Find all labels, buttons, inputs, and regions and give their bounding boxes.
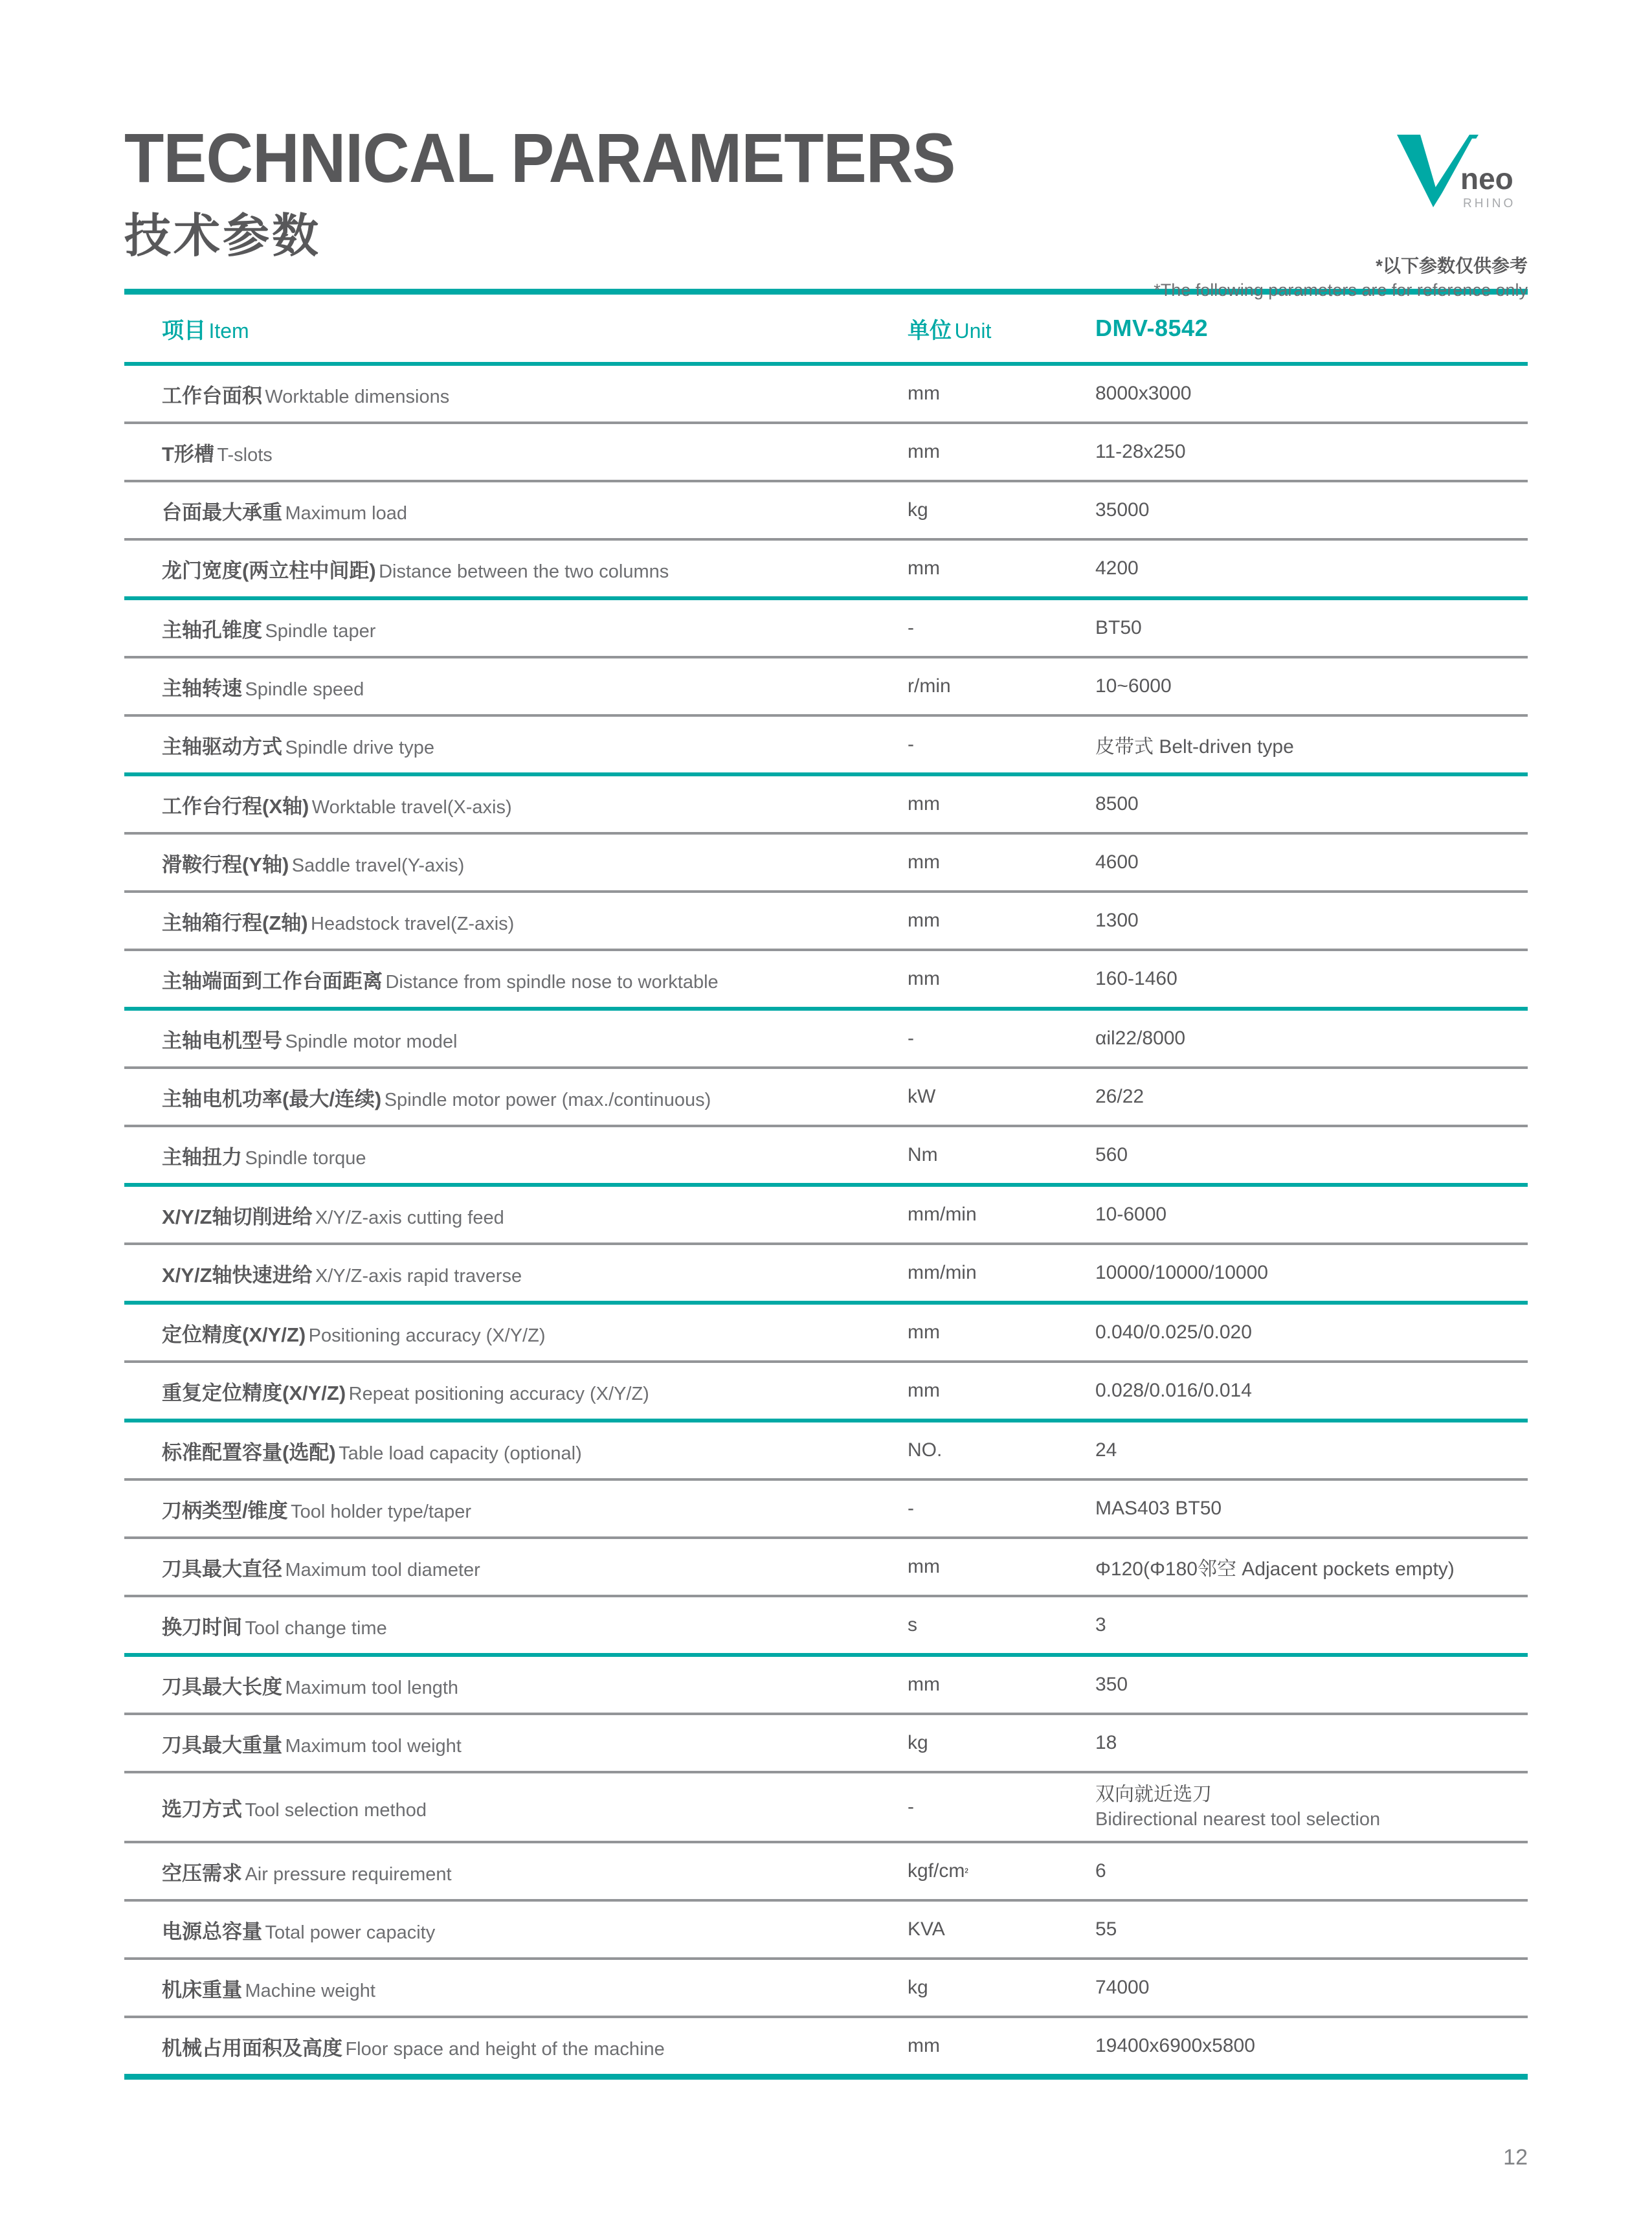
item-english: Tool selection method <box>245 1799 427 1821</box>
item-english: Worktable dimensions <box>265 386 450 407</box>
cell-unit <box>908 1977 1095 1999</box>
table-row <box>124 776 1528 832</box>
reference-note-english: *The following parameters are for reference only <box>1154 280 1528 300</box>
table-row <box>124 1843 1528 1899</box>
cell-unit <box>908 1498 1095 1520</box>
value-text: 10~6000 <box>1095 675 1172 697</box>
item-english: Maximum tool weight <box>285 1735 462 1757</box>
cell-unit <box>908 1262 1095 1284</box>
header-cell-item <box>124 313 908 344</box>
cell-value <box>1095 793 1528 815</box>
table-bottom-rule <box>124 2074 1528 2080</box>
item-chinese: T形槽 <box>162 442 214 466</box>
cell-item <box>124 672 908 701</box>
cell-value <box>1095 851 1528 873</box>
unit-value: mm <box>908 383 940 404</box>
table-row <box>124 1363 1528 1419</box>
cell-value <box>1095 910 1528 932</box>
table-row <box>124 1011 1528 1066</box>
table-row <box>124 1902 1528 1957</box>
value-text: 0.028/0.016/0.014 <box>1095 1380 1252 1401</box>
value-text: 8500 <box>1095 793 1139 815</box>
item-english: Worktable travel(X-axis) <box>311 796 512 818</box>
value-text: 26/22 <box>1095 1086 1144 1107</box>
item-chinese: 刀具最大重量 <box>162 1733 282 1757</box>
reference-note-chinese: *以下参数仅供参考 <box>1376 256 1528 276</box>
cell-unit <box>908 1732 1095 1754</box>
cell-value <box>1095 441 1528 463</box>
table-body <box>124 366 1528 2080</box>
unit-value: kgf/cm <box>908 1860 965 1882</box>
item-chinese: 换刀时间 <box>162 1615 242 1639</box>
item-english: Spindle drive type <box>285 737 434 758</box>
unit-value: - <box>908 617 914 638</box>
cell-unit <box>908 793 1095 815</box>
item-english: Saddle travel(Y-axis) <box>291 855 465 876</box>
table-row <box>124 2018 1528 2074</box>
cell-value <box>1095 1860 1528 1882</box>
unit-value: Nm <box>908 1144 938 1165</box>
item-english: Spindle speed <box>245 679 364 700</box>
table-row <box>124 835 1528 890</box>
cell-item <box>124 1915 908 1944</box>
cell-item <box>124 1024 908 1053</box>
cell-value <box>1095 1439 1528 1461</box>
item-chinese: 龙门宽度(两立柱中间距) <box>162 559 376 582</box>
header-unit-english: Unit <box>954 319 992 343</box>
header-item-english: Item <box>208 319 249 343</box>
item-english: X/Y/Z-axis rapid traverse <box>315 1265 522 1287</box>
cell-item <box>124 848 908 877</box>
unit-value: s <box>908 1614 917 1636</box>
unit-value: mm <box>908 1321 940 1343</box>
cell-item <box>124 379 908 409</box>
item-english: Machine weight <box>245 1980 375 2001</box>
table-row <box>124 600 1528 656</box>
value-text: 3 <box>1095 1614 1106 1636</box>
cell-item <box>124 790 908 819</box>
item-chinese: 刀具最大直径 <box>162 1557 282 1580</box>
cell-item <box>124 1141 908 1170</box>
value-text: 4600 <box>1095 851 1139 873</box>
table-row <box>124 1657 1528 1713</box>
value-text: BT50 <box>1095 617 1142 638</box>
page-title: TECHNICAL PARAMETERS <box>124 118 955 197</box>
cell-unit <box>908 1860 1095 1882</box>
item-english: Total power capacity <box>265 1922 436 1943</box>
unit-value: mm <box>908 1556 940 1577</box>
item-english: Floor space and height of the machine <box>345 2038 665 2060</box>
cell-unit <box>908 2035 1095 2057</box>
value-text: 24 <box>1095 1439 1117 1461</box>
cell-unit <box>908 383 1095 405</box>
header-item-chinese: 项目 <box>162 318 206 343</box>
unit-value: r/min <box>908 675 951 697</box>
cell-unit <box>908 499 1095 521</box>
cell-value <box>1095 1553 1528 1581</box>
value-text: 10000/10000/10000 <box>1095 1262 1268 1283</box>
unit-value: kg <box>908 499 928 521</box>
table-row <box>124 893 1528 949</box>
cell-unit <box>908 441 1095 463</box>
page-title-chinese: 技术参数 <box>124 210 322 262</box>
cell-item <box>124 1670 908 1700</box>
item-english: T-slots <box>217 444 273 466</box>
unit-value: - <box>908 734 914 755</box>
value-text: 35000 <box>1095 499 1150 521</box>
item-chinese: 定位精度(X/Y/Z) <box>162 1323 306 1346</box>
table-row <box>124 1481 1528 1536</box>
item-english: Tool holder type/taper <box>291 1501 471 1522</box>
table-row <box>124 1715 1528 1771</box>
cell-unit <box>908 968 1095 990</box>
cell-value <box>1095 1977 1528 1999</box>
unit-value: mm <box>908 1380 940 1401</box>
page-number: 12 <box>1503 2145 1528 2170</box>
cell-value <box>1095 1028 1528 1050</box>
cell-item <box>124 1729 908 1758</box>
item-chinese: 选刀方式 <box>162 1797 242 1821</box>
item-english: Spindle motor model <box>285 1031 458 1052</box>
unit-value: - <box>908 1498 914 1519</box>
cell-item <box>124 1436 908 1465</box>
cell-unit <box>908 851 1095 873</box>
cell-unit <box>908 1380 1095 1402</box>
item-english: Headstock travel(Z-axis) <box>311 913 515 934</box>
cell-item <box>124 1611 908 1640</box>
item-english: Maximum load <box>285 502 408 524</box>
item-chinese: 机械占用面积及高度 <box>162 2036 342 2060</box>
cell-unit <box>908 1439 1095 1461</box>
item-chinese: 主轴电机功率(最大/连续) <box>162 1087 382 1110</box>
unit-value: mm <box>908 851 940 873</box>
cell-item <box>124 1200 908 1230</box>
value-text: MAS403 BT50 <box>1095 1498 1222 1519</box>
page-header <box>124 0 1528 300</box>
cell-unit <box>908 1028 1095 1050</box>
unit-value: mm <box>908 1674 940 1695</box>
value-text: 560 <box>1095 1144 1128 1165</box>
cell-value <box>1095 1380 1528 1402</box>
logo-name: neo <box>1460 162 1513 196</box>
cell-item <box>124 906 908 936</box>
value-text: αil22/8000 <box>1095 1028 1186 1049</box>
value-text: 10-6000 <box>1095 1204 1167 1225</box>
cell-unit <box>908 1918 1095 1940</box>
value-text: 350 <box>1095 1674 1128 1695</box>
value-text: 0.040/0.025/0.020 <box>1095 1321 1252 1343</box>
cell-value <box>1095 675 1528 697</box>
item-english: Tool change time <box>245 1617 387 1639</box>
item-chinese: 重复定位精度(X/Y/Z) <box>162 1381 346 1404</box>
cell-item <box>124 1494 908 1523</box>
cell-item <box>124 1553 908 1582</box>
value-text: 6 <box>1095 1860 1106 1882</box>
table-header-row <box>124 295 1528 362</box>
unit-value: mm <box>908 968 940 989</box>
item-chinese: 标准配置容量(选配) <box>162 1441 336 1464</box>
item-english: Maximum tool length <box>285 1677 459 1698</box>
value-text: 4200 <box>1095 557 1139 579</box>
item-chinese: 刀柄类型/锥度 <box>162 1499 288 1522</box>
reference-note <box>1154 254 1528 303</box>
item-chinese: 主轴电机型号 <box>162 1029 282 1052</box>
cell-value <box>1095 1614 1528 1636</box>
unit-value: - <box>908 1028 914 1049</box>
table-row <box>124 717 1528 772</box>
unit-value: NO. <box>908 1439 943 1461</box>
item-english: Repeat positioning accuracy (X/Y/Z) <box>348 1383 649 1404</box>
cell-value <box>1095 499 1528 521</box>
item-chinese: 机床重量 <box>162 1978 242 2001</box>
cell-value <box>1095 1086 1528 1108</box>
value-text: 8000x3000 <box>1095 383 1192 404</box>
item-english: Air pressure requirement <box>245 1863 452 1885</box>
cell-item <box>124 1083 908 1112</box>
item-english: Table load capacity (optional) <box>339 1443 582 1464</box>
cell-value <box>1095 2035 1528 2057</box>
unit-value: mm/min <box>908 1262 977 1283</box>
cell-item <box>124 438 908 467</box>
table-row <box>124 1422 1528 1478</box>
model-name: DMV-8542 <box>1095 315 1209 341</box>
unit-value: kW <box>908 1086 936 1107</box>
cell-unit <box>908 675 1095 697</box>
cell-unit <box>908 1144 1095 1166</box>
table-row <box>124 1069 1528 1125</box>
cell-value <box>1095 557 1528 579</box>
cell-value <box>1095 1782 1528 1832</box>
table-row <box>124 1127 1528 1183</box>
value-text: 160-1460 <box>1095 968 1178 989</box>
item-chinese: 工作台面积 <box>162 384 262 407</box>
item-chinese: 主轴孔锥度 <box>162 618 262 642</box>
cell-item <box>124 1377 908 1406</box>
value-line-1: 双向就近选刀 <box>1095 1784 1212 1806</box>
value-text: 55 <box>1095 1918 1117 1940</box>
item-english: Spindle torque <box>245 1147 366 1169</box>
item-chinese: 空压需求 <box>162 1861 242 1885</box>
table-row <box>124 1305 1528 1360</box>
value-text: 11-28x250 <box>1095 441 1186 462</box>
vneo-rhino-logo <box>1392 129 1528 214</box>
table-row <box>124 658 1528 714</box>
cell-item <box>124 554 908 583</box>
table-row <box>124 1539 1528 1595</box>
value-line-2: Bidirectional nearest tool selection <box>1095 1808 1381 1830</box>
cell-unit <box>908 557 1095 579</box>
cell-unit <box>908 1796 1095 1818</box>
cell-value <box>1095 1918 1528 1940</box>
unit-value: mm <box>908 2035 940 2056</box>
cell-item <box>124 614 908 643</box>
logo-subname: RHINO <box>1463 197 1516 210</box>
value-text: Φ120(Φ180邻空 Adjacent pockets empty) <box>1095 1558 1455 1580</box>
value-text: 74000 <box>1095 1977 1150 1998</box>
item-chinese: 台面最大承重 <box>162 500 282 524</box>
header-unit-chinese: 单位 <box>908 318 952 343</box>
cell-unit <box>908 910 1095 932</box>
cell-item <box>124 496 908 525</box>
table-row <box>124 541 1528 596</box>
table-row <box>124 1773 1528 1841</box>
item-english: Distance between the two columns <box>379 561 669 582</box>
item-chinese: 主轴驱动方式 <box>162 735 282 758</box>
table-row <box>124 1245 1528 1301</box>
item-chinese: 主轴转速 <box>162 677 242 700</box>
cell-unit <box>908 1204 1095 1226</box>
cell-value <box>1095 1732 1528 1754</box>
value-text: 19400x6900x5800 <box>1095 2035 1255 2056</box>
unit-superscript: 2 <box>965 1867 968 1875</box>
item-chinese: 工作台行程(X轴) <box>162 794 309 818</box>
unit-value: mm <box>908 793 940 815</box>
item-chinese: X/Y/Z轴快速进给 <box>162 1263 313 1287</box>
cell-unit <box>908 1556 1095 1578</box>
cell-unit <box>908 1086 1095 1108</box>
cell-item <box>124 730 908 759</box>
cell-value <box>1095 1321 1528 1343</box>
cell-item <box>124 1857 908 1886</box>
cell-value <box>1095 617 1528 639</box>
unit-value: mm <box>908 910 940 931</box>
cell-item <box>124 1318 908 1347</box>
value-text: 皮带式 Belt-driven type <box>1095 736 1294 758</box>
table-row <box>124 482 1528 538</box>
cell-unit <box>908 1614 1095 1636</box>
item-chinese: 主轴箱行程(Z轴) <box>162 911 308 934</box>
cell-item <box>124 1973 908 2003</box>
table-row <box>124 366 1528 422</box>
table-row <box>124 951 1528 1007</box>
cell-value <box>1095 1204 1528 1226</box>
cell-item <box>124 1793 908 1822</box>
item-chinese: X/Y/Z轴切削进给 <box>162 1205 313 1228</box>
unit-value: - <box>908 1796 914 1817</box>
table-row <box>124 424 1528 480</box>
item-english: Positioning accuracy (X/Y/Z) <box>308 1325 546 1346</box>
table-row <box>124 1960 1528 2016</box>
unit-value: kg <box>908 1732 928 1753</box>
item-chinese: 滑鞍行程(Y轴) <box>162 853 289 876</box>
unit-value: KVA <box>908 1918 945 1940</box>
item-chinese: 电源总容量 <box>162 1920 262 1943</box>
value-text: 1300 <box>1095 910 1139 931</box>
table-row <box>124 1187 1528 1242</box>
cell-item <box>124 965 908 994</box>
item-chinese: 主轴端面到工作台面距离 <box>162 969 383 993</box>
item-english: X/Y/Z-axis cutting feed <box>315 1207 504 1228</box>
cell-value <box>1095 730 1528 759</box>
cell-unit <box>908 1674 1095 1696</box>
cell-unit <box>908 734 1095 756</box>
header-cell-model <box>1095 315 1528 342</box>
cell-value <box>1095 383 1528 405</box>
cell-value <box>1095 1262 1528 1284</box>
unit-value: kg <box>908 1977 928 1998</box>
item-chinese: 主轴扭力 <box>162 1145 242 1169</box>
specifications-table <box>124 289 1528 2080</box>
cell-unit <box>908 617 1095 639</box>
item-english: Spindle taper <box>265 620 376 642</box>
cell-value <box>1095 968 1528 990</box>
unit-value: mm/min <box>908 1204 977 1225</box>
item-chinese: 刀具最大长度 <box>162 1675 282 1698</box>
cell-value <box>1095 1674 1528 1696</box>
unit-value: mm <box>908 441 940 462</box>
cell-unit <box>908 1321 1095 1343</box>
header-cell-unit <box>908 313 1095 344</box>
cell-value <box>1095 1498 1528 1520</box>
unit-value: mm <box>908 557 940 579</box>
cell-item <box>124 1259 908 1288</box>
item-english: Maximum tool diameter <box>285 1559 480 1580</box>
table-row <box>124 1597 1528 1653</box>
value-text: 18 <box>1095 1732 1117 1753</box>
item-english: Spindle motor power (max./continuous) <box>384 1089 711 1110</box>
cell-item <box>124 2032 908 2061</box>
item-english: Distance from spindle nose to worktable <box>385 971 719 993</box>
cell-value <box>1095 1144 1528 1166</box>
